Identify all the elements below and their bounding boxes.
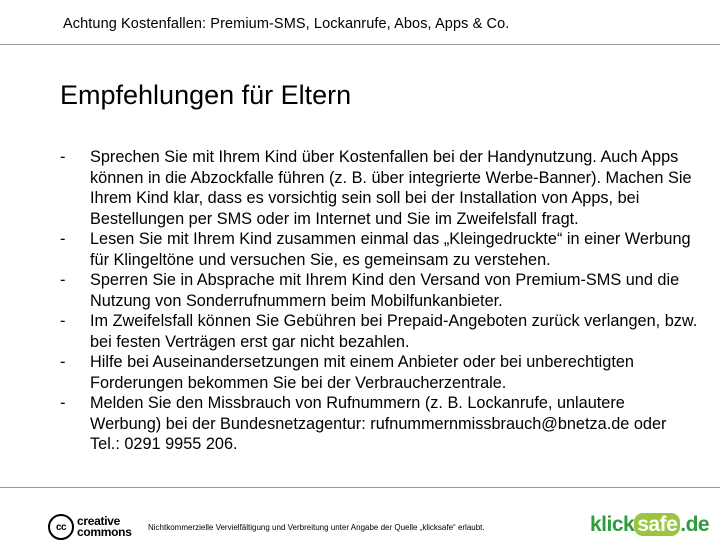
recommendation-list [60,147,700,455]
list-item-text: Im Zweifelsfall können Sie Gebühren bei Prepaid-Angeboten zurück verlangen, bzw. bei festen Verträgen erst gar nicht bezahlen. [90,312,698,351]
creative-commons-logo [48,514,132,540]
logo-klick: klick [590,513,635,536]
cc-wordmark-line2: commons [77,525,132,539]
bullet-dash: - [60,312,66,330]
bullet-dash: - [60,148,66,166]
header-divider [0,44,720,45]
logo-de: .de [680,513,710,536]
bullet-dash: - [60,394,66,412]
logo-safe: safe [634,513,680,536]
list-item-text: Sperren Sie in Absprache mit Ihrem Kind den Versand von Premium-SMS und die Nutzung von Sonderrufnummern beim Mobilfunkanbieter. [90,271,680,310]
bullet-dash: - [60,271,66,289]
slide-title: Empfehlungen für Eltern [60,80,352,110]
list-item [60,352,700,393]
cc-wordmark-line1: creative [77,514,120,528]
footer-divider [0,487,720,488]
list-item [60,311,700,352]
license-note: Nichtkommerzielle Vervielfältigung und Verbreitung unter Angabe der Quelle „klicksafe“ erlaubt. [148,523,485,532]
cc-circle-icon: cc [48,514,74,540]
slide-header: Achtung Kostenfallen: Premium-SMS, Lockanrufe, Abos, Apps & Co. [63,16,510,32]
list-item [60,147,700,229]
list-item-text: Melden Sie den Missbrauch von Rufnummern (z. B. Lockanrufe, unlautere Werbung) bei der Bundesnetzagentur: rufnummernmissbrauch@bnetza.de oder Tel.: 0291 9955 206. [90,394,667,453]
list-item [60,229,700,270]
list-item-text: Hilfe bei Auseinandersetzungen mit einem Anbieter oder bei unberechtigten Forderungen bekommen Sie bei der Verbraucherzentrale. [90,353,634,392]
list-item [60,393,700,455]
list-item-text: Lesen Sie mit Ihrem Kind zusammen einmal das „Kleingedruckte“ in einer Werbung für Klingeltöne und versuchen Sie, es gemeinsam zu verstehen. [90,230,691,269]
klicksafe-logo [590,513,709,537]
cc-wordmark [77,516,132,538]
bullet-dash: - [60,230,66,248]
bullet-dash: - [60,353,66,371]
list-item-text: Sprechen Sie mit Ihrem Kind über Kostenfallen bei der Handynutzung. Auch Apps können in die Abzockfalle führen (z. B. über integrierte Werbe-Banner). Machen Sie Ihrem Kind klar, dass es vorsichtig sein soll bei der Installation von Apps, bei Bestellungen per SMS oder im Internet und Sie im Zweifelsfall fragt. [90,148,692,228]
list-item [60,270,700,311]
